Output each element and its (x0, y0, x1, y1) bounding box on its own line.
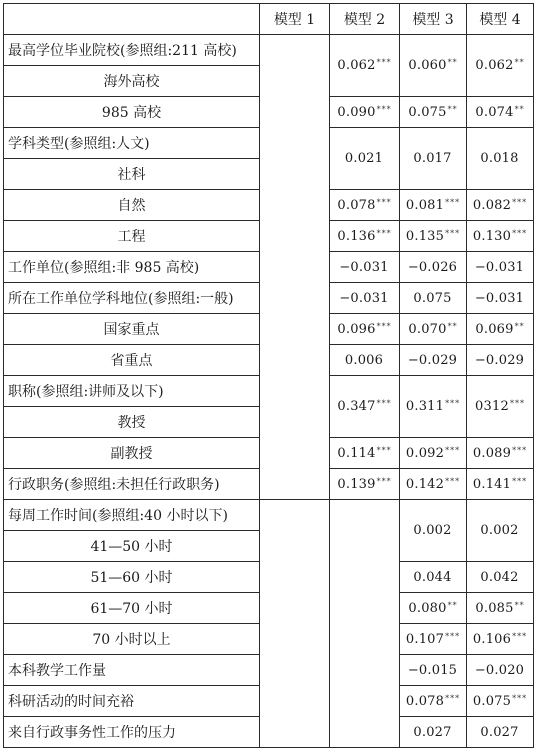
row-label: 61—70 小时 (4, 593, 260, 624)
value-cell: 0.135*** (400, 221, 467, 252)
value-cell: 0312*** (467, 376, 534, 438)
value-cell: 0.017 (400, 128, 467, 190)
value-cell: 0.006 (330, 345, 400, 376)
value-cell: 0.027 (467, 717, 534, 748)
value-cell: 0.002 (400, 500, 467, 562)
value-cell: −0.031 (330, 283, 400, 314)
row-label: 行政职务(参照组:未担任行政职务) (4, 469, 260, 500)
value-cell: 0.106*** (467, 624, 534, 655)
row-label: 社科 (4, 159, 260, 190)
header-model-1: 模型 1 (260, 4, 330, 35)
row-label: 自然 (4, 190, 260, 221)
model-1-empty-cell (260, 500, 330, 748)
table-row (4, 35, 534, 66)
value-cell: 0.130*** (467, 221, 534, 252)
value-cell: 0.078*** (400, 686, 467, 717)
row-label: 学科类型(参照组:人文) (4, 128, 260, 159)
value-cell: 0.082*** (467, 190, 534, 221)
value-cell: 0.075 (400, 283, 467, 314)
value-cell: −0.031 (467, 283, 534, 314)
value-cell: −0.015 (400, 655, 467, 686)
row-label: 来自行政事务性工作的压力 (4, 717, 260, 748)
header-model-4: 模型 4 (467, 4, 534, 35)
header-model-3: 模型 3 (400, 4, 467, 35)
value-cell: 0.107*** (400, 624, 467, 655)
row-label: 海外高校 (4, 66, 260, 97)
row-label: 工程 (4, 221, 260, 252)
row-label: 最高学位毕业院校(参照组:211 高校) (4, 35, 260, 66)
row-label: 职称(参照组:讲师及以下) (4, 376, 260, 407)
value-cell: 0.085** (467, 593, 534, 624)
row-label: 所在工作单位学科地位(参照组:一般) (4, 283, 260, 314)
value-cell: 0.089*** (467, 438, 534, 469)
value-cell: 0.136*** (330, 221, 400, 252)
value-cell: 0.081*** (400, 190, 467, 221)
value-cell: −0.031 (330, 252, 400, 283)
header-corner-cell (4, 4, 260, 35)
value-cell: 0.347*** (330, 376, 400, 438)
value-cell: 0.060** (400, 35, 467, 97)
value-cell: 0.078*** (330, 190, 400, 221)
row-label: 教授 (4, 407, 260, 438)
value-cell: 0.002 (467, 500, 534, 562)
value-cell: 0.139*** (330, 469, 400, 500)
value-cell: 0.114*** (330, 438, 400, 469)
value-cell: 0.021 (330, 128, 400, 190)
header-model-2: 模型 2 (330, 4, 400, 35)
row-label: 51—60 小时 (4, 562, 260, 593)
value-cell: 0.075*** (467, 686, 534, 717)
value-cell: −0.020 (467, 655, 534, 686)
value-cell: 0.069** (467, 314, 534, 345)
value-cell: 0.092*** (400, 438, 467, 469)
row-label: 每周工作时间(参照组:40 小时以下) (4, 500, 260, 531)
value-cell: 0.062** (467, 35, 534, 97)
value-cell: −0.029 (467, 345, 534, 376)
value-cell: 0.080** (400, 593, 467, 624)
value-cell: 0.042 (467, 562, 534, 593)
value-cell: 0.044 (400, 562, 467, 593)
value-cell: 0.062*** (330, 35, 400, 97)
model-2-empty-cell (330, 500, 400, 748)
value-cell: −0.026 (400, 252, 467, 283)
row-label: 70 小时以上 (4, 624, 260, 655)
model-1-empty-cell (260, 35, 330, 500)
value-cell: 0.141*** (467, 469, 534, 500)
row-label: 41—50 小时 (4, 531, 260, 562)
table-row (4, 500, 534, 531)
row-label: 省重点 (4, 345, 260, 376)
value-cell: 0.096*** (330, 314, 400, 345)
value-cell: 0.018 (467, 128, 534, 190)
row-label: 工作单位(参照组:非 985 高校) (4, 252, 260, 283)
regression-table (3, 3, 534, 748)
value-cell: 0.090*** (330, 97, 400, 128)
row-label: 科研活动的时间充裕 (4, 686, 260, 717)
value-cell: 0.075** (400, 97, 467, 128)
value-cell: 0.142*** (400, 469, 467, 500)
value-cell: 0.027 (400, 717, 467, 748)
value-cell: 0.311*** (400, 376, 467, 438)
value-cell: 0.074** (467, 97, 534, 128)
value-cell: 0.070** (400, 314, 467, 345)
row-label: 985 高校 (4, 97, 260, 128)
value-cell: −0.031 (467, 252, 534, 283)
row-label: 副教授 (4, 438, 260, 469)
row-label: 本科教学工作量 (4, 655, 260, 686)
value-cell: −0.029 (400, 345, 467, 376)
table-header-row (4, 4, 534, 35)
row-label: 国家重点 (4, 314, 260, 345)
